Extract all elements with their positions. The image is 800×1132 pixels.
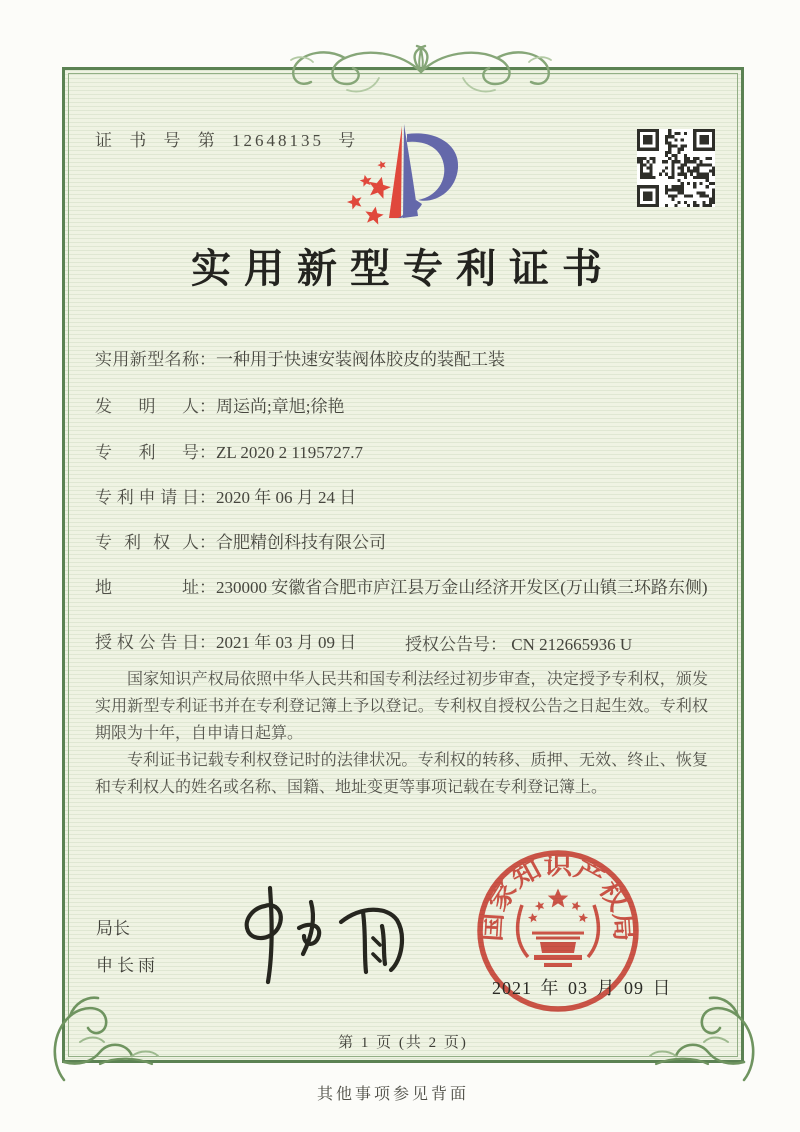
field-label: 地址 [95, 578, 199, 597]
field-row-grant-number: 授权公告号： CN 212665936 U [405, 635, 633, 654]
certificate-title: 实用新型专利证书 [191, 246, 615, 291]
field-value: 230000 安徽省合肥市庐江县万金山经济开发区(万山镇三环路东侧) [216, 578, 708, 597]
field-row-grant-date: 授权公告日 ： 2021 年 03 月 09 日 [95, 630, 709, 656]
field-label: 专利权人 [95, 533, 199, 552]
field-value: 周运尚;章旭;徐艳 [216, 397, 345, 416]
field-value: ZL 2020 2 1195727.7 [216, 443, 364, 462]
seal-date: 2021 年 03 月 09 日 [492, 978, 672, 998]
page-number: 第 1 页 (共 2 页) [338, 1035, 468, 1051]
field-label: 发明人 [95, 397, 199, 416]
ornament-top-center [283, 42, 559, 104]
legal-paragraph-2: 专利证书记载专利权登记时的法律状况。专利权的转移、质押、无效、终止、恢复和专利权人的姓名或名称、国籍、地址变更等事项记载在专利登记簿上。 [95, 752, 708, 796]
certificate-number: 证 书 号 第 12648135 号 [95, 131, 359, 150]
field-row-patent-number: 专利号 ： ZL 2020 2 1195727.7 [95, 440, 709, 466]
qr-code [637, 129, 715, 207]
field-label: 实用新型名称 [95, 350, 199, 369]
seal-agency-text: 国家知识产权局 [479, 853, 637, 943]
field-value: CN 212665936 U [511, 635, 633, 654]
field-value: 2020 年 06 月 24 日 [216, 488, 357, 507]
cnipa-logo-icon [338, 112, 488, 234]
field-row-inventors: 发明人 ： 周运尚;章旭;徐艳 [95, 394, 709, 420]
legal-paragraph-1: 国家知识产权局依照中华人民共和国专利法经过初步审查，决定授予专利权，颁发实用新型专利证书并在专利登记簿上予以登记。专利权自授权公告之日起生效。专利权期限为十年，自申请日起算。 [95, 671, 708, 742]
back-side-note: 其他事项参见背面 [316, 1086, 469, 1103]
field-label: 专利号 [95, 443, 199, 462]
field-row-invention-name: 实用新型名称 ： 一种用于快速安装阀体胶皮的装配工装 [95, 347, 709, 373]
field-value: 合肥精创科技有限公司 [216, 533, 386, 552]
legal-text-block [95, 666, 708, 801]
director-title: 局长 [96, 919, 130, 938]
field-label: 专利申请日 [95, 488, 199, 507]
field-row-filing-date: 专利申请日 ： 2020 年 06 月 24 日 [95, 485, 709, 511]
director-signature-icon [225, 878, 415, 990]
field-label: 授权公告号 [405, 635, 490, 654]
field-value: 2021 年 03 月 09 日 [216, 633, 357, 652]
field-value: 一种用于快速安装阀体胶皮的装配工装 [216, 350, 505, 369]
field-row-address: 地址 ： 230000 安徽省合肥市庐江县万金山经济开发区(万山镇三环路东侧) [95, 575, 709, 601]
field-label: 授权公告日 [95, 633, 199, 652]
national-emblem-icon [518, 889, 599, 968]
field-row-patentee: 专利权人 ： 合肥精创科技有限公司 [95, 530, 709, 556]
director-name: 申长雨 [96, 956, 159, 975]
